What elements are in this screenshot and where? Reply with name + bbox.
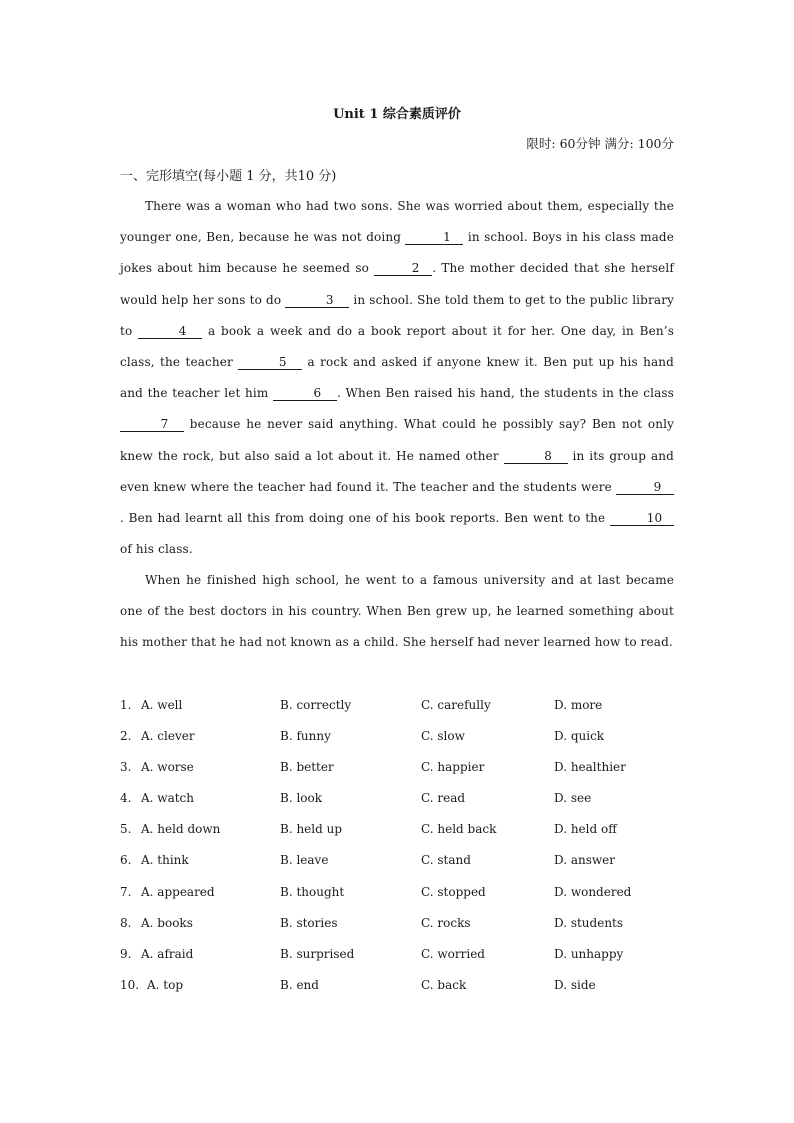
- option-d: D. more: [554, 698, 603, 712]
- blank-3: 3: [285, 293, 349, 308]
- option-a: A. well: [141, 698, 183, 712]
- option-a: A. think: [141, 853, 189, 868]
- cloze-passage: [120, 191, 674, 565]
- time-limit: 限时: 60分钟 满分: 100分: [526, 136, 674, 151]
- option-d: D. students: [554, 915, 624, 930]
- option-a: A. held down: [141, 822, 221, 837]
- option-a: A. books: [141, 915, 193, 930]
- option-a: A. afraid: [141, 946, 194, 961]
- option-d: D. held off: [554, 822, 617, 837]
- option-b: B. thought: [280, 884, 345, 899]
- option-row: 7. A. appeared B. thought C. stopped D. wondered: [120, 877, 680, 908]
- option-b: B. surprised: [280, 946, 355, 961]
- option-d: D. quick: [554, 729, 605, 744]
- blank-8: 8: [504, 449, 568, 464]
- blank-4: 4: [138, 324, 202, 339]
- option-row: 9. A. afraid B. surprised C. worried D. unhappy: [120, 939, 680, 970]
- option-d: D. side: [554, 977, 596, 992]
- passage-paragraph-2-wrap: [120, 565, 674, 659]
- option-b: B. leave: [280, 853, 329, 868]
- option-d: D. unhappy: [554, 946, 624, 961]
- option-c: C. rocks: [421, 915, 471, 930]
- option-row: 6. A. think B. leave C. stand D. answer: [120, 845, 680, 876]
- blank-7: 7: [120, 417, 184, 432]
- option-c: C. back: [421, 977, 467, 992]
- option-c: C. carefully: [421, 698, 491, 712]
- section-heading: 一、完形填空(每小题 1 分，共10 分): [120, 169, 337, 184]
- option-row: 10. A. top B. end C. back D. side: [120, 970, 680, 1001]
- option-b: B. end: [280, 977, 319, 992]
- passage-paragraph-1: There was a woman who had two sons. She was worried about them, especially the younger one, Ben, because he was not doing 1 in school. Boys in his class made jokes about him because he seemed so 2 . The mother decided that she herself would help her sons to do 3 in school. She told them to get to the public library to 4 a book a week and do a book report about it for her. One day, in Ben’s class, the teacher 5 a rock and asked if anyone knew it. Ben put up his hand and the teacher let him 6 . When Ben raised his hand, the students in the class 7 because he never said anything. What could he possibly say? Ben not only knew the rock, but also said a lot about it. He named other 8 in its group and even knew where the teacher had found it. The teacher and the students were 9. Ben had learnt all this from doing one of his book reports. Ben went to the 10 of his class.: [120, 199, 675, 557]
- page-title: Unit 1 综合素质评价: [333, 107, 461, 122]
- option-row: 4. A. watch B. look C. read D. see: [120, 783, 680, 814]
- options-list: [120, 690, 680, 1001]
- option-row: 2. A. clever B. funny C. slow D. quick: [120, 721, 680, 752]
- option-b: B. funny: [280, 729, 331, 744]
- option-b: B. held up: [280, 822, 343, 837]
- blank-6: 6: [273, 386, 337, 401]
- option-d: D. answer: [554, 853, 615, 868]
- option-b: B. correctly: [280, 698, 352, 712]
- option-b: B. stories: [280, 915, 338, 930]
- option-c: C. slow: [421, 729, 465, 744]
- option-b: B. look: [280, 791, 323, 806]
- option-c: C. worried: [421, 946, 485, 961]
- option-a: A. watch: [141, 791, 194, 806]
- option-row: 5. A. held down B. held up C. held back D. held off: [120, 814, 680, 845]
- option-row: 3. A. worse B. better C. happier D. healthier: [120, 752, 680, 783]
- option-d: D. see: [554, 791, 592, 806]
- option-d: D. healthier: [554, 760, 626, 775]
- option-a: A. clever: [141, 729, 195, 744]
- option-c: C. stand: [421, 853, 471, 868]
- option-d: D. wondered: [554, 884, 632, 899]
- blank-10: 10: [610, 511, 674, 526]
- option-a: A. appeared: [141, 884, 215, 899]
- option-a: A. top: [147, 977, 184, 992]
- option-row: 1. A. well B. correctly C. carefully D. more: [120, 690, 680, 721]
- option-c: C. read: [421, 791, 466, 806]
- option-c: C. stopped: [421, 884, 486, 899]
- option-c: C. happier: [421, 760, 485, 775]
- passage-paragraph-2: When he finished high school, he went to a famous university and at last became one of the best doctors in his country. When Ben grew up, he learned something about his mother that he had not known as a child. She herself had never learned how to read.: [120, 573, 674, 650]
- option-row: 8. A. books B. stories C. rocks D. students: [120, 908, 680, 939]
- option-a: A. worse: [141, 760, 194, 775]
- option-c: C. held back: [421, 822, 497, 837]
- option-b: B. better: [280, 760, 334, 775]
- blank-2: 2: [374, 261, 432, 276]
- blank-5: 5: [238, 355, 302, 370]
- blank-1: 1: [405, 230, 463, 245]
- blank-9: 9: [616, 480, 674, 495]
